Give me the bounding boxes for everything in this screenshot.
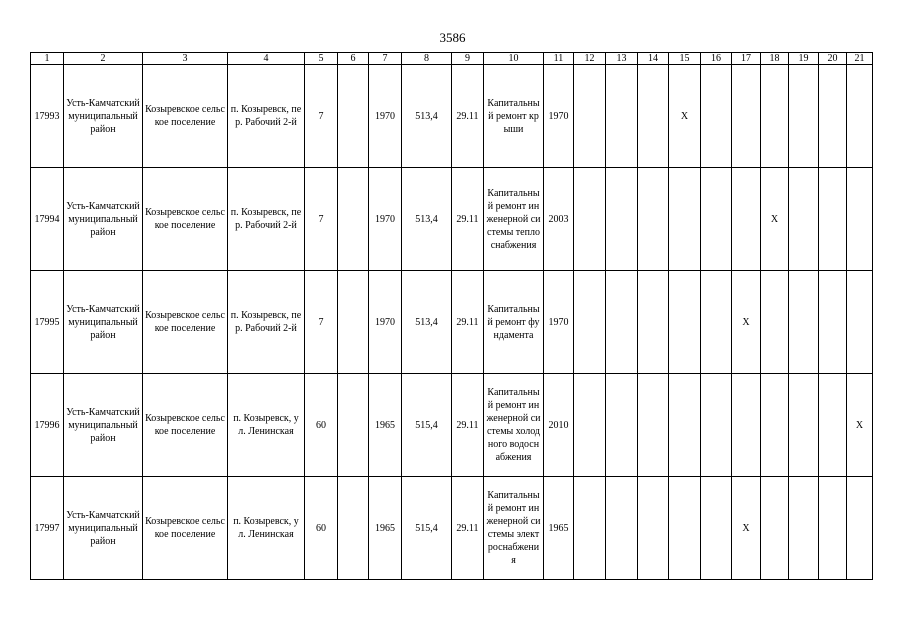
column-header-18: 18 bbox=[761, 53, 789, 65]
municipal-district-cell: Усть-Камчатский муниципальный район bbox=[64, 374, 143, 477]
municipal-district-cell: Усть-Камчатский муниципальный район bbox=[64, 168, 143, 271]
period-12-mark-cell bbox=[574, 477, 606, 580]
repair-work-type-cell: Капитальный ремонт крыши bbox=[484, 65, 544, 168]
address-cell: п. Козыревск, ул. Ленинская bbox=[228, 374, 305, 477]
column-header-6: 6 bbox=[338, 53, 369, 65]
area-cell: 513,4 bbox=[402, 271, 452, 374]
period-16-mark-cell bbox=[701, 168, 732, 271]
period-18-mark-cell bbox=[761, 477, 789, 580]
table-row bbox=[31, 477, 873, 580]
period-16-mark-cell bbox=[701, 477, 732, 580]
column-6-cell bbox=[338, 477, 369, 580]
repair-work-type-cell: Капитальный ремонт фундамента bbox=[484, 271, 544, 374]
column-header-1: 1 bbox=[31, 53, 64, 65]
table-row bbox=[31, 168, 873, 271]
period-13-mark-cell bbox=[606, 374, 638, 477]
period-18-mark-cell bbox=[761, 271, 789, 374]
address-cell: п. Козыревск, пер. Рабочий 2-й bbox=[228, 65, 305, 168]
repair-work-type-cell: Капитальный ремонт инженерной системы теплоснабжения bbox=[484, 168, 544, 271]
column-header-4: 4 bbox=[228, 53, 305, 65]
column-header-15: 15 bbox=[669, 53, 701, 65]
period-20-mark-cell bbox=[819, 65, 847, 168]
period-19-mark-cell bbox=[789, 168, 819, 271]
last-repair-year-cell: 2003 bbox=[544, 168, 574, 271]
column-9-cell: 29.11 bbox=[452, 477, 484, 580]
period-17-mark-cell bbox=[732, 65, 761, 168]
settlement-cell: Козыревское сельское поселение bbox=[143, 168, 228, 271]
period-12-mark-cell bbox=[574, 374, 606, 477]
period-14-mark-cell bbox=[638, 477, 669, 580]
build-year-cell: 1965 bbox=[369, 477, 402, 580]
build-year-cell: 1970 bbox=[369, 65, 402, 168]
column-header-21: 21 bbox=[847, 53, 873, 65]
period-12-mark-cell bbox=[574, 65, 606, 168]
period-14-mark-cell bbox=[638, 168, 669, 271]
building-number-cell: 7 bbox=[305, 271, 338, 374]
last-repair-year-cell: 1970 bbox=[544, 271, 574, 374]
period-19-mark-cell bbox=[789, 65, 819, 168]
period-17-mark-cell bbox=[732, 374, 761, 477]
column-header-20: 20 bbox=[819, 53, 847, 65]
period-13-mark-cell bbox=[606, 271, 638, 374]
period-17-mark-cell bbox=[732, 168, 761, 271]
column-header-2: 2 bbox=[64, 53, 143, 65]
period-21-mark-cell bbox=[847, 168, 873, 271]
repair-work-type-cell: Капитальный ремонт инженерной системы холодного водоснабжения bbox=[484, 374, 544, 477]
column-header-11: 11 bbox=[544, 53, 574, 65]
build-year-cell: 1965 bbox=[369, 374, 402, 477]
period-17-mark-cell: X bbox=[732, 477, 761, 580]
page-number: 3586 bbox=[439, 30, 466, 45]
table-row bbox=[31, 271, 873, 374]
period-21-mark-cell bbox=[847, 65, 873, 168]
build-year-cell: 1970 bbox=[369, 271, 402, 374]
period-14-mark-cell bbox=[638, 374, 669, 477]
building-number-cell: 60 bbox=[305, 374, 338, 477]
column-9-cell: 29.11 bbox=[452, 271, 484, 374]
registry-table bbox=[30, 52, 873, 580]
period-15-mark-cell bbox=[669, 168, 701, 271]
column-9-cell: 29.11 bbox=[452, 168, 484, 271]
period-20-mark-cell bbox=[819, 374, 847, 477]
column-6-cell bbox=[338, 65, 369, 168]
period-16-mark-cell bbox=[701, 271, 732, 374]
municipal-district-cell: Усть-Камчатский муниципальный район bbox=[64, 477, 143, 580]
period-15-mark-cell: X bbox=[669, 65, 701, 168]
period-19-mark-cell bbox=[789, 271, 819, 374]
record-number-cell: 17996 bbox=[31, 374, 64, 477]
period-14-mark-cell bbox=[638, 271, 669, 374]
header-row bbox=[31, 53, 873, 65]
column-header-17: 17 bbox=[732, 53, 761, 65]
building-number-cell: 7 bbox=[305, 168, 338, 271]
address-cell: п. Козыревск, ул. Ленинская bbox=[228, 477, 305, 580]
settlement-cell: Козыревское сельское поселение bbox=[143, 477, 228, 580]
period-13-mark-cell bbox=[606, 477, 638, 580]
municipal-district-cell: Усть-Камчатский муниципальный район bbox=[64, 65, 143, 168]
period-13-mark-cell bbox=[606, 168, 638, 271]
column-header-8: 8 bbox=[402, 53, 452, 65]
period-15-mark-cell bbox=[669, 374, 701, 477]
period-15-mark-cell bbox=[669, 271, 701, 374]
column-header-3: 3 bbox=[143, 53, 228, 65]
last-repair-year-cell: 1970 bbox=[544, 65, 574, 168]
period-21-mark-cell bbox=[847, 477, 873, 580]
column-header-12: 12 bbox=[574, 53, 606, 65]
column-6-cell bbox=[338, 374, 369, 477]
column-6-cell bbox=[338, 168, 369, 271]
column-header-16: 16 bbox=[701, 53, 732, 65]
municipal-district-cell: Усть-Камчатский муниципальный район bbox=[64, 271, 143, 374]
period-20-mark-cell bbox=[819, 477, 847, 580]
table-row bbox=[31, 65, 873, 168]
building-number-cell: 60 bbox=[305, 477, 338, 580]
table-row bbox=[31, 374, 873, 477]
column-9-cell: 29.11 bbox=[452, 65, 484, 168]
build-year-cell: 1970 bbox=[369, 168, 402, 271]
column-header-14: 14 bbox=[638, 53, 669, 65]
record-number-cell: 17994 bbox=[31, 168, 64, 271]
area-cell: 515,4 bbox=[402, 477, 452, 580]
period-20-mark-cell bbox=[819, 168, 847, 271]
column-header-7: 7 bbox=[369, 53, 402, 65]
period-20-mark-cell bbox=[819, 271, 847, 374]
period-19-mark-cell bbox=[789, 374, 819, 477]
period-17-mark-cell: X bbox=[732, 271, 761, 374]
settlement-cell: Козыревское сельское поселение bbox=[143, 271, 228, 374]
period-21-mark-cell bbox=[847, 271, 873, 374]
last-repair-year-cell: 2010 bbox=[544, 374, 574, 477]
column-header-19: 19 bbox=[789, 53, 819, 65]
area-cell: 513,4 bbox=[402, 168, 452, 271]
period-21-mark-cell: X bbox=[847, 374, 873, 477]
period-19-mark-cell bbox=[789, 477, 819, 580]
column-header-13: 13 bbox=[606, 53, 638, 65]
column-header-10: 10 bbox=[484, 53, 544, 65]
period-16-mark-cell bbox=[701, 65, 732, 168]
period-18-mark-cell bbox=[761, 374, 789, 477]
period-18-mark-cell: X bbox=[761, 168, 789, 271]
address-cell: п. Козыревск, пер. Рабочий 2-й bbox=[228, 168, 305, 271]
repair-work-type-cell: Капитальный ремонт инженерной системы электроснабжения bbox=[484, 477, 544, 580]
area-cell: 513,4 bbox=[402, 65, 452, 168]
area-cell: 515,4 bbox=[402, 374, 452, 477]
column-header-9: 9 bbox=[452, 53, 484, 65]
record-number-cell: 17995 bbox=[31, 271, 64, 374]
record-number-cell: 17993 bbox=[31, 65, 64, 168]
last-repair-year-cell: 1965 bbox=[544, 477, 574, 580]
period-15-mark-cell bbox=[669, 477, 701, 580]
period-13-mark-cell bbox=[606, 65, 638, 168]
column-header-5: 5 bbox=[305, 53, 338, 65]
period-12-mark-cell bbox=[574, 271, 606, 374]
settlement-cell: Козыревское сельское поселение bbox=[143, 65, 228, 168]
address-cell: п. Козыревск, пер. Рабочий 2-й bbox=[228, 271, 305, 374]
record-number-cell: 17997 bbox=[31, 477, 64, 580]
period-14-mark-cell bbox=[638, 65, 669, 168]
period-16-mark-cell bbox=[701, 374, 732, 477]
column-9-cell: 29.11 bbox=[452, 374, 484, 477]
settlement-cell: Козыревское сельское поселение bbox=[143, 374, 228, 477]
building-number-cell: 7 bbox=[305, 65, 338, 168]
column-6-cell bbox=[338, 271, 369, 374]
period-12-mark-cell bbox=[574, 168, 606, 271]
period-18-mark-cell bbox=[761, 65, 789, 168]
